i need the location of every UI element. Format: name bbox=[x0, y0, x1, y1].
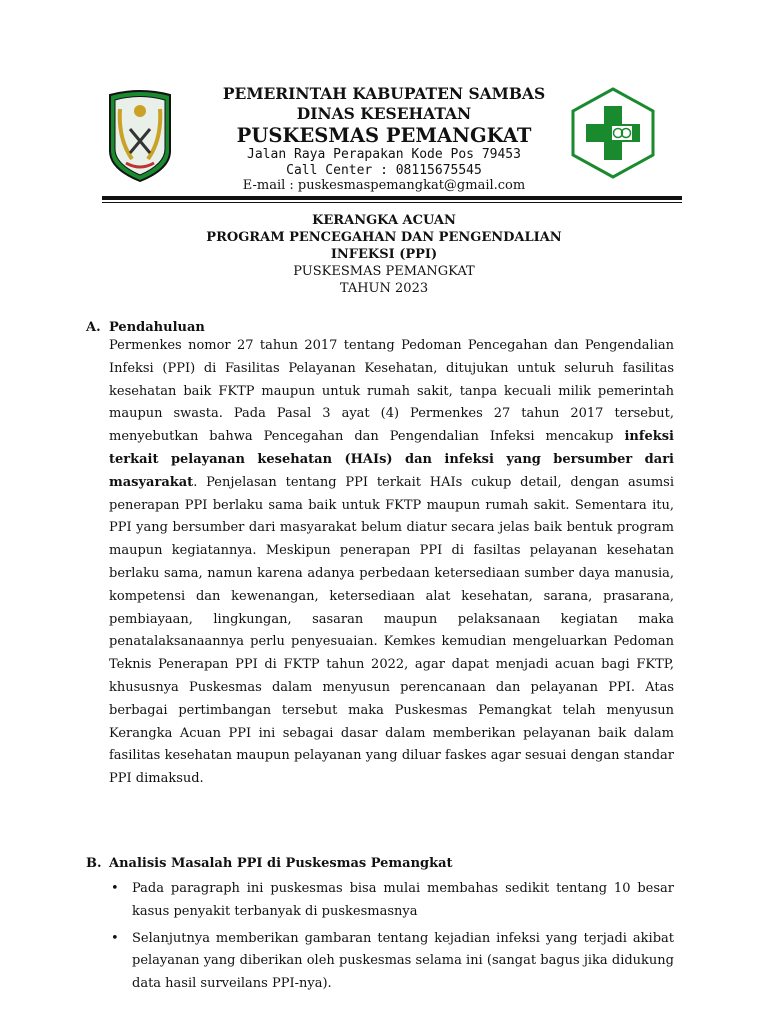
bullet-icon: • bbox=[111, 881, 119, 896]
letterhead-divider-thick bbox=[102, 196, 682, 200]
document-title bbox=[100, 212, 668, 297]
letterhead bbox=[180, 84, 588, 194]
title-line-2: PROGRAM PENCEGAHAN DAN PENGENDALIAN bbox=[206, 230, 562, 245]
section-a-heading bbox=[86, 319, 205, 336]
section-a-paragraph bbox=[109, 335, 674, 791]
letterhead-email: E-mail : puskesmaspemangkat@gmail.com bbox=[242, 178, 526, 193]
letterhead-address: Jalan Raya Perapakan Kode Pos 79453 bbox=[247, 147, 521, 162]
letterhead-department: DINAS KESEHATAN bbox=[296, 104, 472, 123]
letterhead-divider-thin bbox=[102, 202, 682, 203]
section-a-number: A. bbox=[86, 320, 101, 335]
section-a-title: Pendahuluan bbox=[109, 320, 205, 335]
title-line-3: INFEKSI (PPI) bbox=[330, 247, 438, 262]
list-item bbox=[109, 878, 674, 924]
bullet-text: Pada paragraph ini puskesmas bisa mulai membahas sedikit tentang 10 besar kasus penyakit terbanyak di puskesmasnya bbox=[132, 881, 674, 919]
section-b-number: B. bbox=[86, 856, 102, 871]
section-b-heading bbox=[86, 855, 453, 872]
section-a-text-1: Permenkes nomor 27 tahun 2017 tentang Pedoman Pencegahan dan Pengendalian Infeksi (PPI) di Fasilitas Pelayanan Kesehatan, ditujukan untuk seluruh fasilitas kesehatan baik FKTP maupun untuk rumah sakit, tanpa kecuali milik pemerintah maupun swasta. Pada Pasal 3 ayat (4) Permenkes 27 tahun 2017 tersebut, menyebutkan bahwa Pencegahan dan Pengendalian Infeksi mencakup bbox=[109, 338, 674, 445]
title-line-5: TAHUN 2023 bbox=[339, 281, 429, 296]
section-a-text-2: . Penjelasan tentang PPI terkait HAIs cukup detail, dengan asumsi penerapan PPI berlaku sama baik untuk FKTP maupun rumah sakit. Sementara itu, PPI yang bersumber dari masyarakat belum diatur secara jelas baik bentuk program maupun kegiatannya. Meskipun penerapan PPI di fasiltas pelayanan kesehatan berlaku sama, namun karena adanya perbedaan ketersediaan sumber daya manusia, kompetensi dan kewenangan, ketersediaan alat kesehatan, sarana, prasarana, pembiayaan, lingkungan, sasaran maupun pelaksanaan kegiatan maka penatalaksanaannya perlu penyesuaian. Kemkes kemudian mengeluarkan Pedoman Teknis Penerapan PPI di FKTP tahun 2022, agar dapat menjadi acuan bagi FKTP, khususnya Puskesmas dalam menyusun perencanaan dan pelayanan PPI. Atas berbagai pertimbangan tersebut maka Puskesmas Pemangkat telah menyusun Kerangka Acuan PPI ini sebagai dasar dalam memberikan pelayanan baik dalam fasilitas kesehatan maupun pelayanan yang diluar faskes agar sesuai dengan standar PPI dimaksud. bbox=[109, 474, 674, 787]
letterhead-government: PEMERINTAH KABUPATEN SAMBAS bbox=[222, 84, 546, 103]
title-line-4: PUSKESMAS PEMANGKAT bbox=[293, 264, 475, 279]
bullet-text: Selanjutnya memberikan gambaran tentang kejadian infeksi yang terjadi akibat pelayanan yang diberikan oleh puskesmas selama ini (sangat bagus jika didukung data hasil surveilans PPI-nya). bbox=[132, 930, 674, 992]
puskesmas-cross-logo-icon bbox=[569, 86, 657, 180]
section-b-title: Analisis Masalah PPI di Puskesmas Pemangkat bbox=[109, 856, 453, 871]
kabupaten-sambas-emblem-icon bbox=[106, 89, 174, 183]
section-b-bullet-list bbox=[109, 878, 674, 1000]
letterhead-institution: PUSKESMAS PEMANGKAT bbox=[236, 124, 532, 147]
title-line-1: KERANGKA ACUAN bbox=[312, 213, 456, 228]
letterhead-call-center: Call Center : 08115675545 bbox=[286, 162, 482, 178]
bullet-icon: • bbox=[111, 930, 119, 946]
list-item bbox=[109, 928, 674, 996]
section-a-text-bold: infeksi terkait pelayanan kesehatan (HAIs) dan infeksi yang bersumber dari masyarakat bbox=[109, 429, 674, 490]
